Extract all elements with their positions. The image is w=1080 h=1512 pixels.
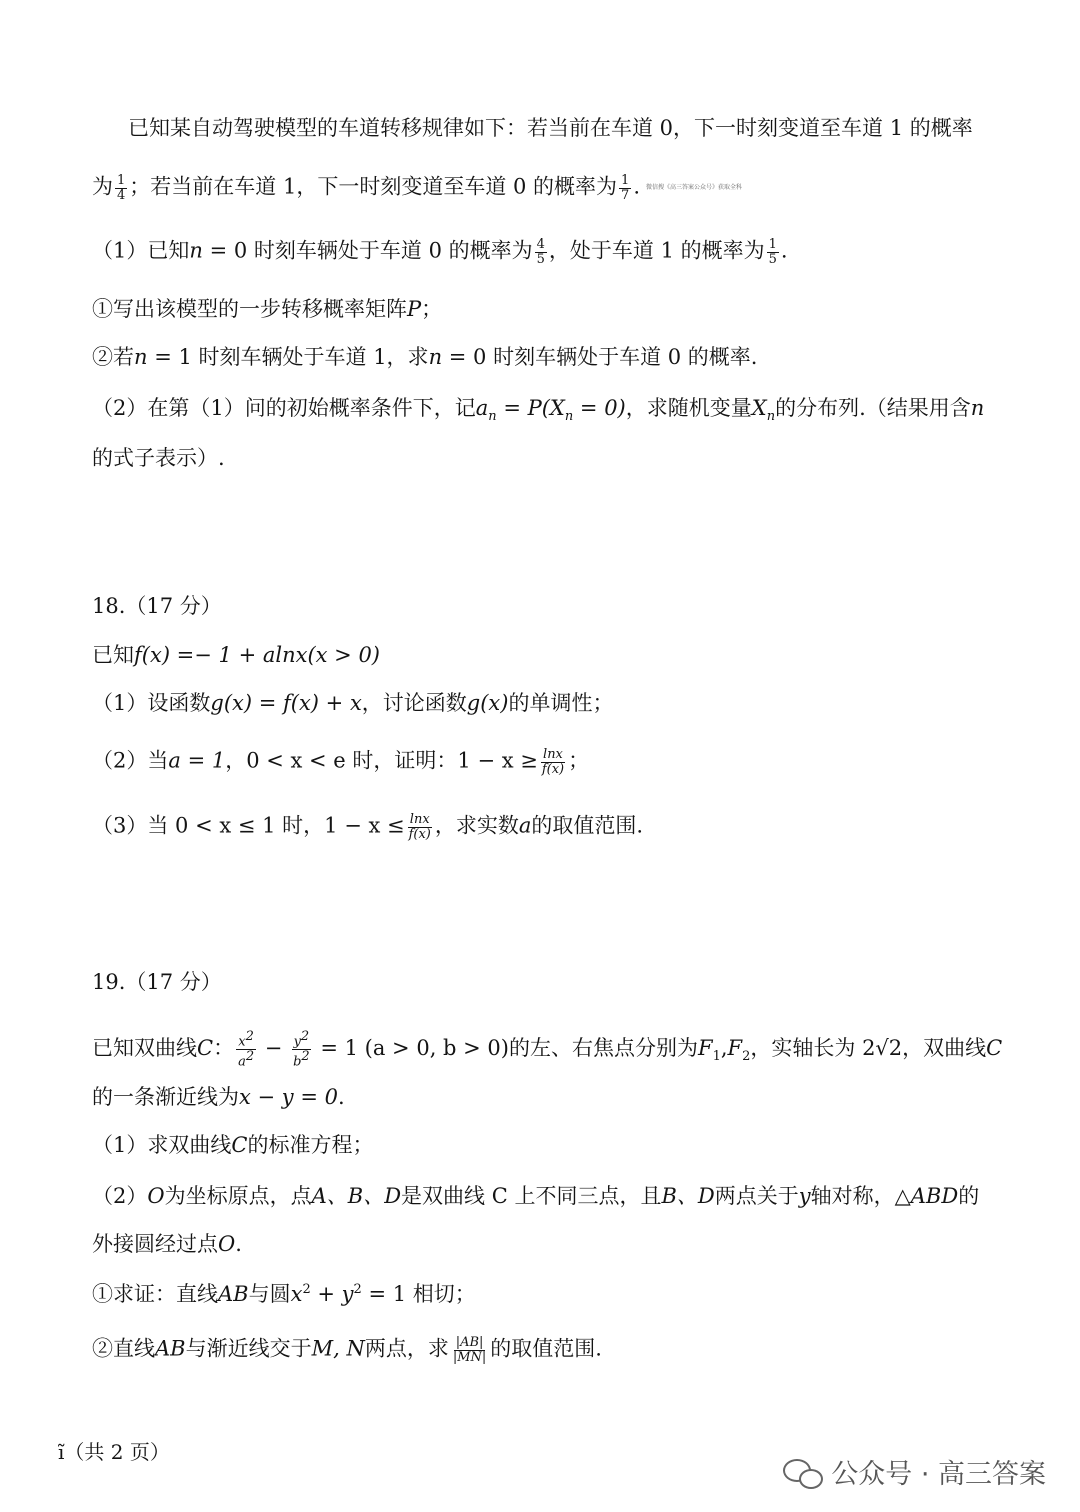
q17-part2: （2）在第（1）问的初始概率条件下，记$a_n = P(X_n = 0)$，求随机变量$X_n$的分布列.（结果用含n bbox=[92, 396, 985, 425]
page-footer: ĩ（共 2 页） bbox=[58, 1440, 170, 1464]
fraction-x2-a2: $\frac{x2}{a2}$ bbox=[238, 1029, 255, 1070]
q19-part2: （2）O为坐标原点，点A、B、D是双曲线 C 上不同三点，且B、D两点关于y轴对称，△ABD的 bbox=[92, 1184, 980, 1208]
fraction-lnx-fx: $\frac{\ln x}{f(x)}$ bbox=[541, 747, 565, 777]
q18-header: 18.（17 分） bbox=[92, 594, 222, 618]
fraction-y2-b2: $\frac{y2}{b2}$ bbox=[293, 1029, 310, 1070]
watermark-text: 公众号 · 高三答案 bbox=[831, 1459, 1046, 1490]
q18-part3: （3）当 0 < x ≤ 1 时，1 − x ≤ $\frac{\ln x}{f(x)}$ ，求实数a的取值范围. bbox=[92, 812, 644, 842]
q18-part1: （1）设函数g(x) = f(x) + x，讨论函数g(x)的单调性； bbox=[92, 691, 614, 715]
q19-part1: （1）求双曲线C的标准方程； bbox=[92, 1133, 374, 1157]
q19-given: 已知双曲线C： $\frac{x2}{a2}$ − $\frac{y2}{b2}$ = 1 (a > 0, b > 0)的左、右焦点分别为$F_1,F_2$，实轴长为 2√2，双曲线C bbox=[92, 1029, 1003, 1070]
watermark bbox=[783, 1452, 1046, 1491]
q17-part2-line2: 的式子表示）. bbox=[92, 446, 225, 470]
q17-intro-line2: 为 $\frac{1}{4}$ ；若当前在车道 1，下一时刻变道至车道 0 的概率为 $\frac{1}{7}$ . 微信搜《高三答案公众号》获取全科 bbox=[92, 173, 743, 203]
fraction-1-5: $\frac{1}{5}$ bbox=[768, 237, 777, 267]
q18-part2: （2）当a = 1，0 < x < e 时，证明：1 − x ≥ $\frac{\ln x}{f(x)}$ ； bbox=[92, 747, 590, 777]
wechat-icon bbox=[783, 1457, 823, 1487]
fraction-ab-mn: $\frac{|AB|}{|MN|}$ bbox=[452, 1335, 487, 1365]
q19-given-line2: 的一条渐近线为x − y = 0. bbox=[92, 1085, 345, 1109]
fraction-lnx-fx: $\frac{\ln x}{f(x)}$ bbox=[408, 812, 431, 842]
q18-given: 已知f(x) =− 1 + alnx(x > 0) bbox=[92, 643, 380, 667]
q19-sub2: ②直线AB与渐近线交于M, N两点，求 $\frac{|AB|}{|MN|}$ 的取值范围. bbox=[92, 1335, 602, 1365]
q17-intro-line1: 已知某自动驾驶模型的车道转移规律如下：若当前在车道 0，下一时刻变道至车道 1 的概率 bbox=[128, 116, 973, 140]
q19-sub1: ①求证：直线AB与圆$x^2 + y^2 = 1$ 相切； bbox=[92, 1282, 476, 1306]
fraction-1-4: $\frac{1}{4}$ bbox=[117, 173, 126, 203]
fraction-4-5: $\frac{4}{5}$ bbox=[536, 237, 545, 267]
tiny-watermark-text: 微信搜《高三答案公众号》获取全科 bbox=[646, 184, 743, 192]
q17-sub2: ②若n = 1 时刻车辆处于车道 1，求n = 0 时刻车辆处于车道 0 的概率. bbox=[92, 345, 758, 369]
fraction-1-7: $\frac{1}{7}$ bbox=[621, 173, 630, 203]
q19-header: 19.（17 分） bbox=[92, 970, 222, 994]
q17-part1: （1）已知n = 0 时刻车辆处于车道 0 的概率为 $\frac{4}{5}$ ，处于车道 1 的概率为 $\frac{1}{5}$ . bbox=[92, 237, 788, 267]
q19-part2-line2: 外接圆经过点O. bbox=[92, 1232, 242, 1256]
q17-sub1: ①写出该模型的一步转移概率矩阵P； bbox=[92, 297, 443, 321]
